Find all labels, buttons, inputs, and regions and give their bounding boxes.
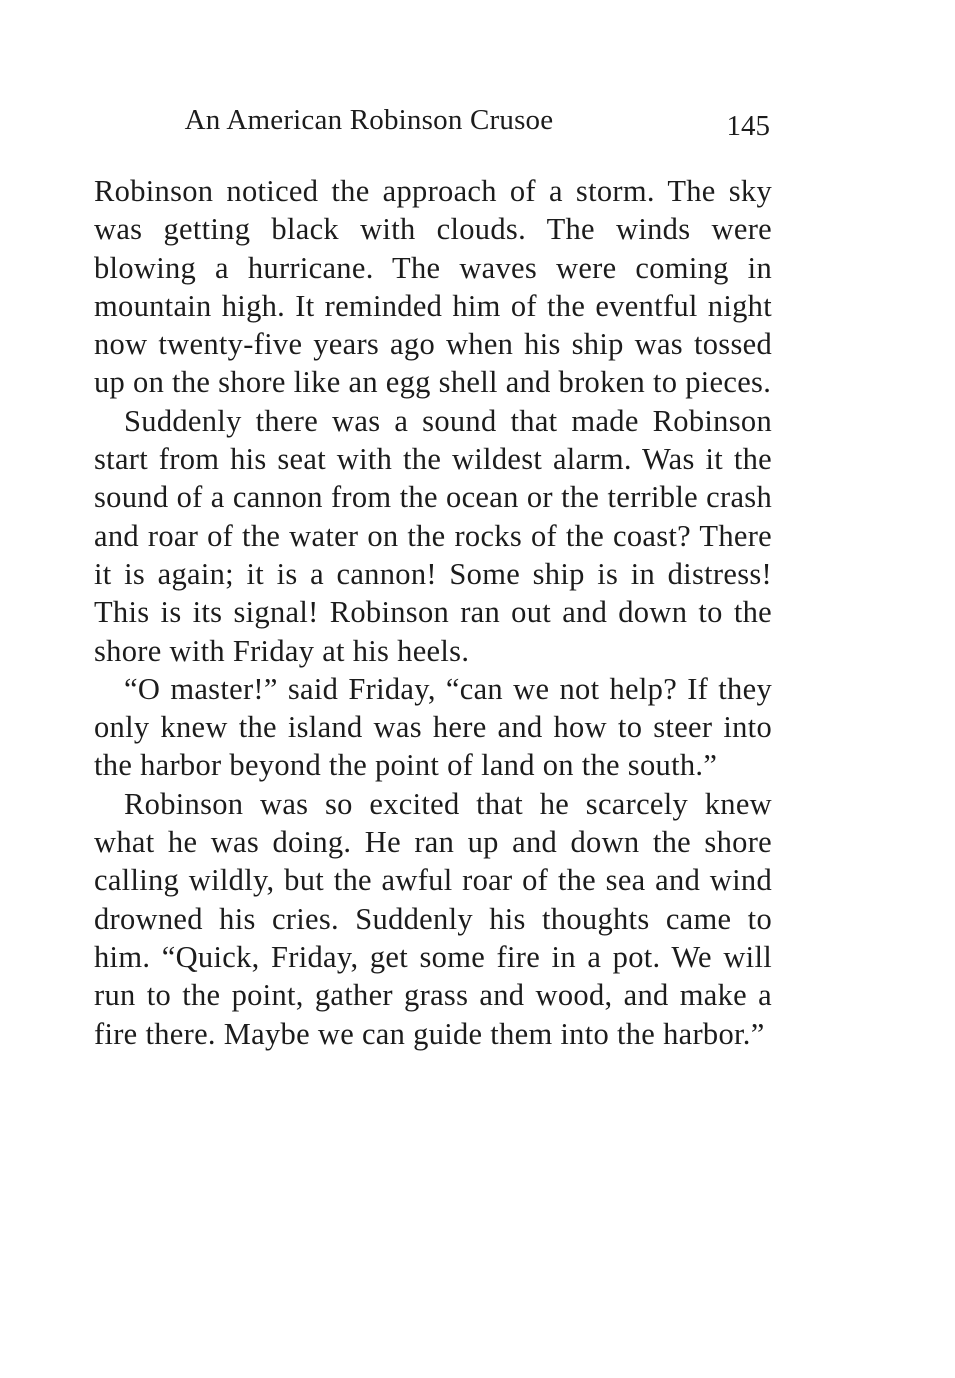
paragraph-fire-plan: Robinson was so excited that he scarcely knew what he was doing. He ran up and down the shore calling wildly, but the awful roar of the sea and wind drowned his cries. Suddenly his thoughts came to him. “Quick, Friday, get some fire in a pot. We will run to the point, gather grass and wood, and make a fire there. Maybe we can guide them into the harbor.” [94, 786, 772, 1051]
running-title: An American Robinson Crusoe [184, 104, 554, 136]
paragraph-friday-speech: “O master!” said Friday, “can we not help? If they only knew the island was here and how to steer into the harbor beyond the point of land on the south.” [94, 671, 772, 783]
paragraph-cannon: Suddenly there was a sound that made Robinson start from his seat with the wildest alarm. Was it the sound of a cannon from the ocean or the terrible crash and roar of the water on the rocks of the coast? There it is again; it is a cannon! Some ship is in distress! This is its signal! Robinson ran out and down to the shore with Friday at his heels. [94, 403, 772, 668]
paragraph-storm: Robinson noticed the approach of a storm. The sky was getting black with clouds. The winds were blowing a hurricane. The waves were coming in mountain high. It reminded him of the eventful night now twenty-five years ago when his ship was tossed up on the shore like an egg shell and broken to pieces. [94, 174, 772, 400]
running-head [94, 104, 772, 144]
page-number: 145 [726, 110, 770, 142]
body-text [94, 172, 772, 1053]
